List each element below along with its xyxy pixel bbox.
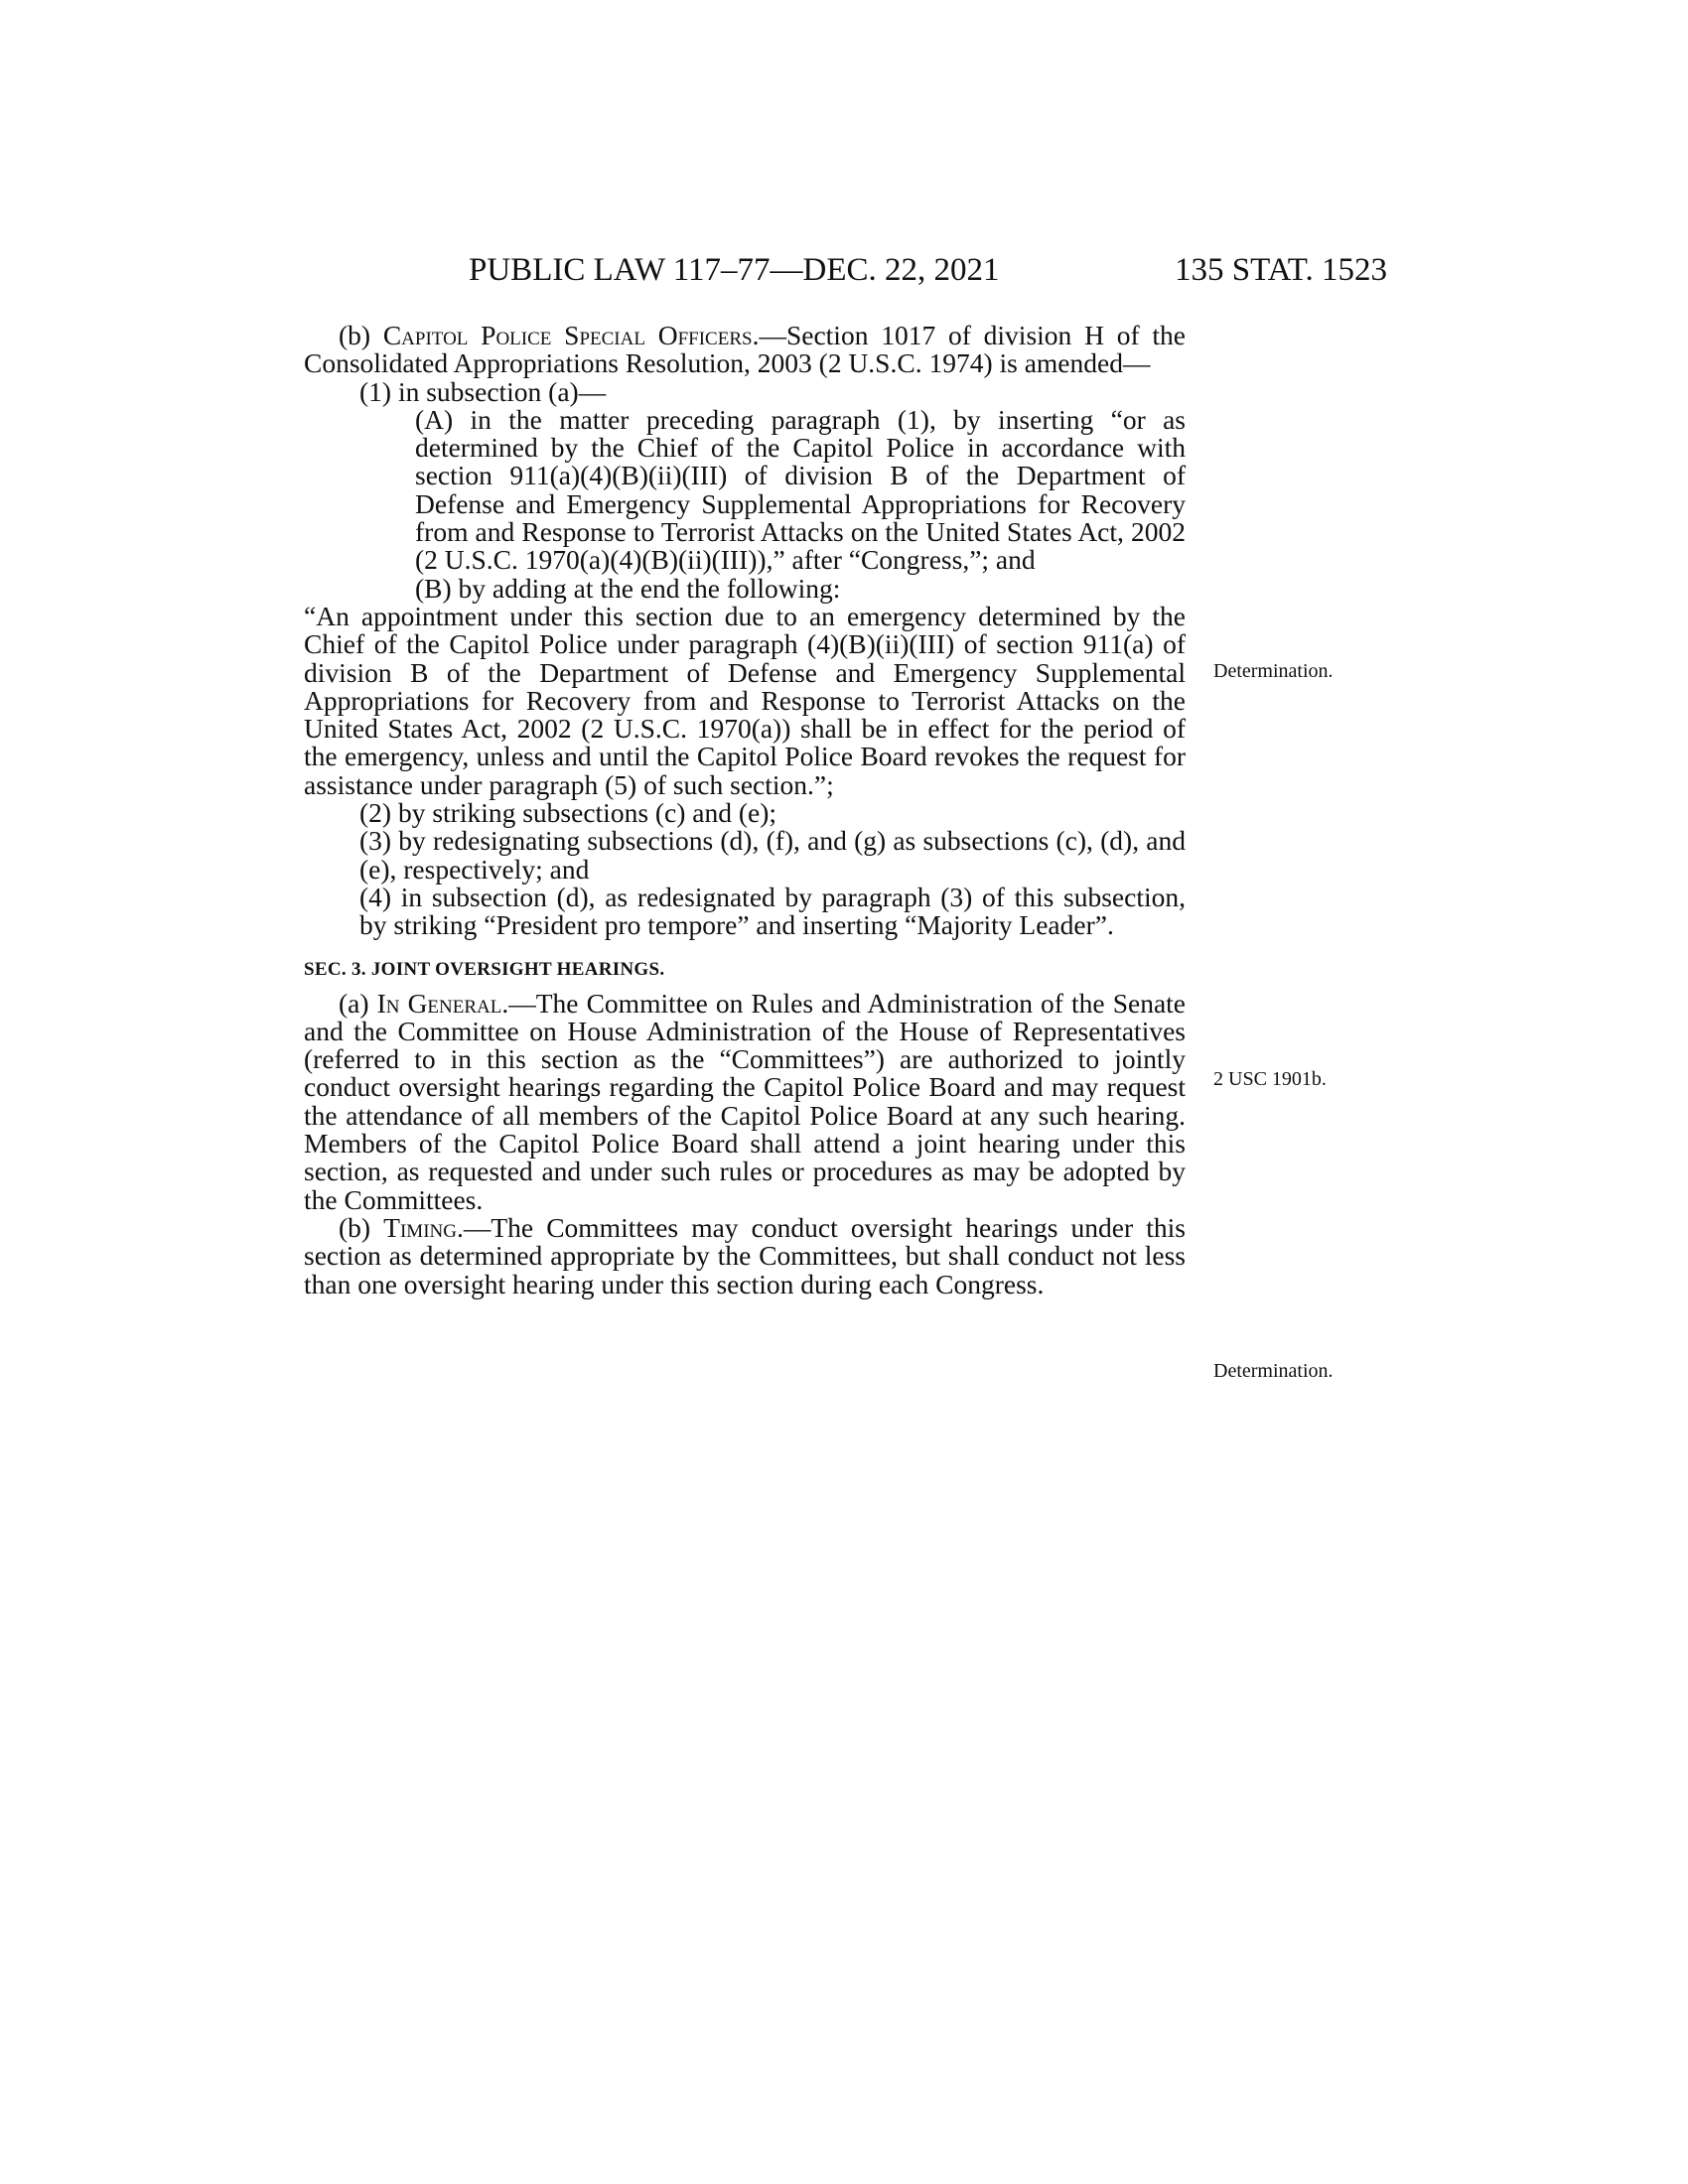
subsection-b-timing-caption: Timing: [383, 1211, 457, 1243]
subparagraph-B: (B) by adding at the end the following:: [415, 572, 841, 604]
subsection-a-label: (a): [339, 987, 377, 1019]
subsection-b-timing-paragraph: [304, 1211, 1186, 1299]
inserted-quotation: “An appointment under this section due to an emergency determined by the Chief of the Capitol Police under paragraph (4)(B)(ii)(III) of section 911(a) of division B of the Department of Defense and Emergency Supplemental Appropriations for Recovery from and Response to Terrorist Attacks on the United States Act, 2002 (2 U.S.C. 1970(a)) shall be in effect for the period of the emergency, unless and until the Capitol Police Board revokes the request for assistance under paragraph (5) of such section.”;: [304, 600, 1186, 800]
subsection-a-text: .—The Committee on Rules and Administration of the Senate and the Committee on House Administration of the House of Representatives (referred to in this section as the “Committees”) are authorized to jointly conduct oversight hearings regarding the Capitol Police Board and may request the attendance of all members of the Capitol Police Board at any such hearing. Members of the Capitol Police Board shall attend a joint hearing under this section, as requested and under such rules or procedures as may be adopted by the Committees.: [304, 987, 1186, 1215]
paragraph-3-text: (3) by redesignating subsections (d), (f), and (g) as subsections (c), (d), and (e), respectively; and: [359, 825, 1186, 885]
subparagraph-A: [304, 403, 1186, 576]
paragraph-2: (2) by striking subsections (c) and (e);: [359, 797, 777, 829]
paragraph-4-text: (4) in subsection (d), as redesignated by paragraph (3) of this subsection, by striking “President pro tempore” and inserting “Majority Leader”.: [359, 881, 1186, 941]
subsection-a-caption: In General: [376, 987, 502, 1019]
subsection-b-timing-label: (b): [339, 1211, 384, 1243]
margin-note-usc-citation: 2 USC 1901b.: [1213, 1068, 1327, 1090]
margin-note-determination-2: Determination.: [1213, 1360, 1334, 1382]
stat-page-number: 135 STAT. 1523: [1175, 252, 1388, 288]
margin-note-determination-1: Determination.: [1213, 660, 1334, 682]
subsection-b-label: (b): [339, 320, 383, 350]
running-head-title: PUBLIC LAW 117–77—DEC. 22, 2021: [469, 252, 1000, 288]
section-3-heading: SEC. 3. JOINT OVERSIGHT HEARINGS.: [304, 958, 665, 980]
paragraph-4: [304, 881, 1186, 941]
subsection-b-text: .—Section 1017 of division H of the Consolidated Appropriations Resolution, 2003 (2 U.S.C. 1974) is amended—: [304, 320, 1186, 379]
subsection-a-paragraph: [304, 987, 1186, 1215]
subsection-b-timing-text: .—The Committees may conduct oversight hearings under this section as determined appropriate by the Committees, but shall conduct not less than one oversight hearing under this section during each Congress.: [304, 1211, 1186, 1299]
paragraph-3: [304, 827, 1186, 884]
subsection-b-paragraph: [304, 322, 1186, 378]
subparagraph-A-text: (A) in the matter preceding paragraph (1), by inserting “or as determined by the Chief of the Capitol Police in accordance with section 911(a)(4)(B)(ii)(III) of division B of the Department of Defense and Emergency Supplemental Appropriations for Recovery from and Response to Terrorist Attacks on the United States Act, 2002 (2 U.S.C. 1970(a)(4)(B)(ii)(III)),” after “Congress,”; and: [415, 403, 1186, 576]
statute-body: [304, 322, 1186, 1298]
subsection-b-caption: Capitol Police Special Officers: [382, 320, 753, 350]
paragraph-1: (1) in subsection (a)—: [359, 375, 607, 407]
